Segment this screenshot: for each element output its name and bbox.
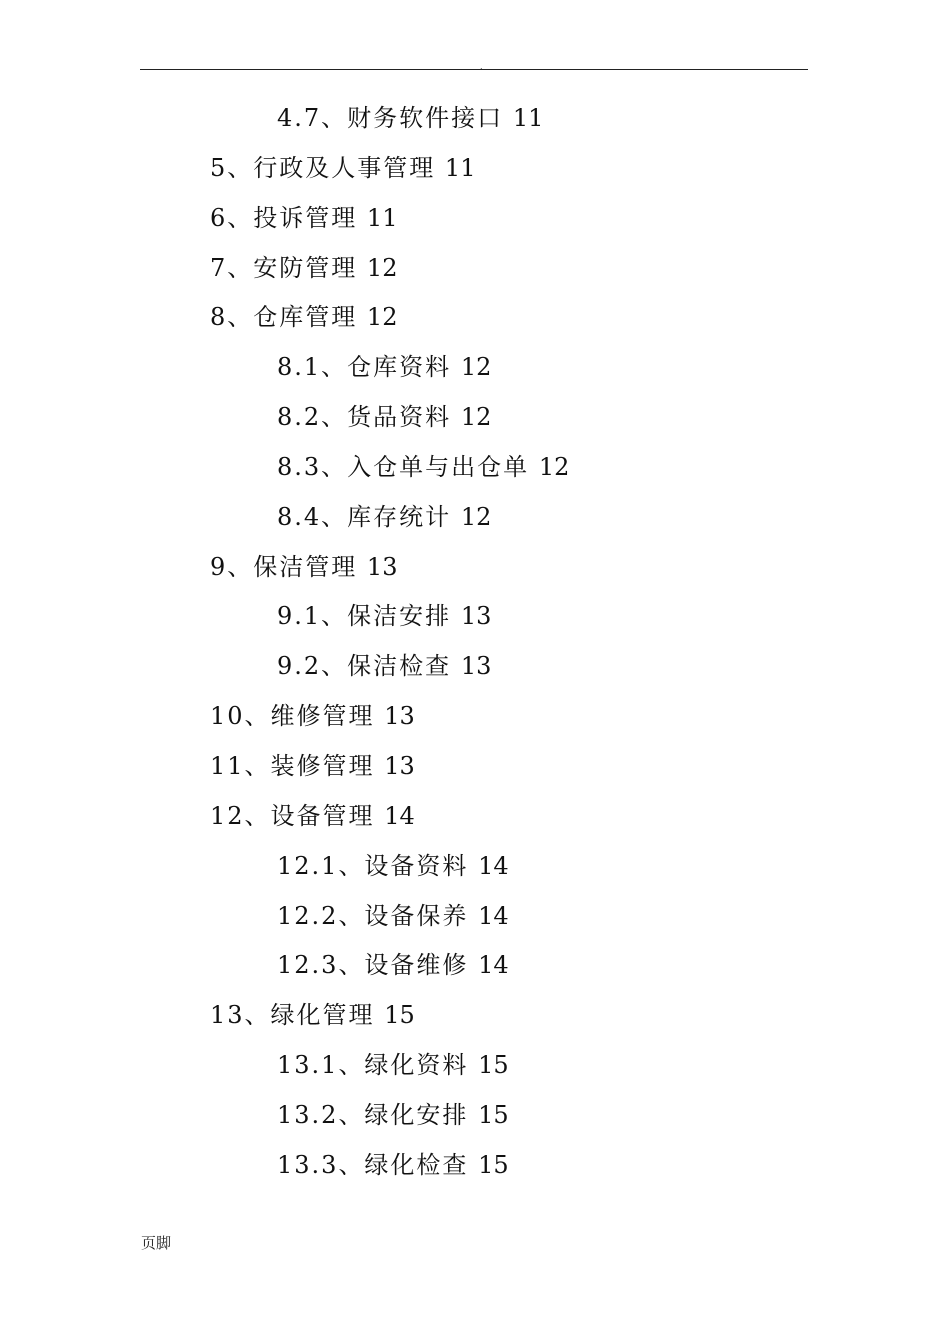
toc-entry[interactable] bbox=[0, 941, 950, 991]
toc-entry-page-number: 15 bbox=[478, 1051, 509, 1080]
toc-entry-page-number: 12 bbox=[460, 502, 492, 531]
toc-entry-page-number: 13 bbox=[366, 552, 398, 581]
toc-entry-page-number: 12 bbox=[366, 303, 398, 332]
toc-entry[interactable] bbox=[0, 244, 950, 294]
toc-entry-page-number: 13 bbox=[384, 751, 415, 780]
toc-entry-title: 8.1、仓库资料 bbox=[277, 353, 452, 382]
toc-entry-title: 7、安防管理 bbox=[210, 253, 358, 282]
toc-entry[interactable] bbox=[0, 1041, 950, 1091]
toc-entry-page-number: 14 bbox=[478, 951, 509, 980]
toc-entry-title: 8、仓库管理 bbox=[210, 303, 358, 332]
page-footer: 页脚 bbox=[141, 1234, 172, 1252]
toc-entry[interactable] bbox=[0, 692, 950, 742]
toc-entry[interactable] bbox=[0, 144, 950, 194]
header-rule bbox=[140, 69, 808, 70]
toc-entry-page-number: 11 bbox=[366, 203, 398, 232]
toc-entry-page-number: 12 bbox=[538, 452, 570, 481]
toc-entry-title: 9、保洁管理 bbox=[210, 552, 358, 581]
toc-entry[interactable] bbox=[0, 443, 950, 493]
toc-entry-page-number: 15 bbox=[478, 1100, 509, 1129]
toc-entry-page-number: 14 bbox=[478, 851, 509, 880]
toc-entry-title: 9.1、保洁安排 bbox=[277, 602, 452, 631]
toc-entry[interactable] bbox=[0, 194, 950, 244]
toc-entry-page-number: 12 bbox=[460, 403, 492, 432]
toc-entry[interactable] bbox=[0, 1141, 950, 1191]
toc-entry-page-number: 13 bbox=[460, 602, 492, 631]
toc-entry-title: 9.2、保洁检查 bbox=[277, 652, 452, 681]
header-mark: . bbox=[480, 62, 483, 71]
toc-entry-title: 8.3、入仓单与出仓单 bbox=[277, 452, 530, 481]
toc-entry[interactable] bbox=[0, 1091, 950, 1141]
toc-entry-title: 11、装修管理 bbox=[210, 751, 375, 780]
toc-entry[interactable] bbox=[0, 393, 950, 443]
toc-entry[interactable] bbox=[0, 543, 950, 593]
toc-entry[interactable] bbox=[0, 991, 950, 1041]
toc-entry-page-number: 15 bbox=[478, 1150, 509, 1179]
toc-entry-page-number: 11 bbox=[512, 104, 544, 132]
toc-entry[interactable] bbox=[0, 343, 950, 393]
toc-entry-title: 13.1、绿化资料 bbox=[277, 1051, 469, 1080]
toc-entry-page-number: 15 bbox=[384, 1001, 415, 1030]
toc-entry-page-number: 12 bbox=[366, 253, 398, 282]
toc-entry-title: 8.4、库存统计 bbox=[277, 502, 452, 531]
toc-entry-page-number: 13 bbox=[384, 702, 415, 731]
toc-entry[interactable] bbox=[0, 293, 950, 343]
toc-entry[interactable] bbox=[0, 592, 950, 642]
toc-entry-title: 12.3、设备维修 bbox=[277, 951, 469, 980]
toc-entry-title: 4.7、财务软件接口 bbox=[277, 104, 504, 132]
toc-entry-page-number: 14 bbox=[478, 901, 509, 930]
toc-entry-title: 13、绿化管理 bbox=[210, 1001, 375, 1030]
toc-entry[interactable] bbox=[0, 842, 950, 892]
toc-entry-title: 12、设备管理 bbox=[210, 801, 375, 830]
toc-entry-title: 12.2、设备保养 bbox=[277, 901, 469, 930]
toc-entry[interactable] bbox=[0, 792, 950, 842]
toc-entry[interactable] bbox=[0, 642, 950, 692]
toc-entry-title: 12.1、设备资料 bbox=[277, 851, 469, 880]
table-of-contents bbox=[0, 94, 950, 1191]
toc-entry[interactable] bbox=[0, 94, 950, 144]
toc-entry-title: 10、维修管理 bbox=[210, 702, 375, 731]
toc-entry-page-number: 13 bbox=[460, 652, 492, 681]
toc-entry-title: 13.2、绿化安排 bbox=[277, 1100, 469, 1129]
toc-entry-page-number: 12 bbox=[460, 353, 492, 382]
toc-entry-page-number: 11 bbox=[444, 153, 476, 182]
toc-entry-title: 8.2、货品资料 bbox=[277, 403, 452, 432]
toc-entry-title: 5、行政及人事管理 bbox=[210, 153, 436, 182]
toc-entry-page-number: 14 bbox=[384, 801, 415, 830]
toc-entry[interactable] bbox=[0, 742, 950, 792]
toc-entry[interactable] bbox=[0, 892, 950, 942]
toc-entry-title: 13.3、绿化检查 bbox=[277, 1150, 469, 1179]
toc-entry-title: 6、投诉管理 bbox=[210, 203, 358, 232]
toc-entry[interactable] bbox=[0, 493, 950, 543]
